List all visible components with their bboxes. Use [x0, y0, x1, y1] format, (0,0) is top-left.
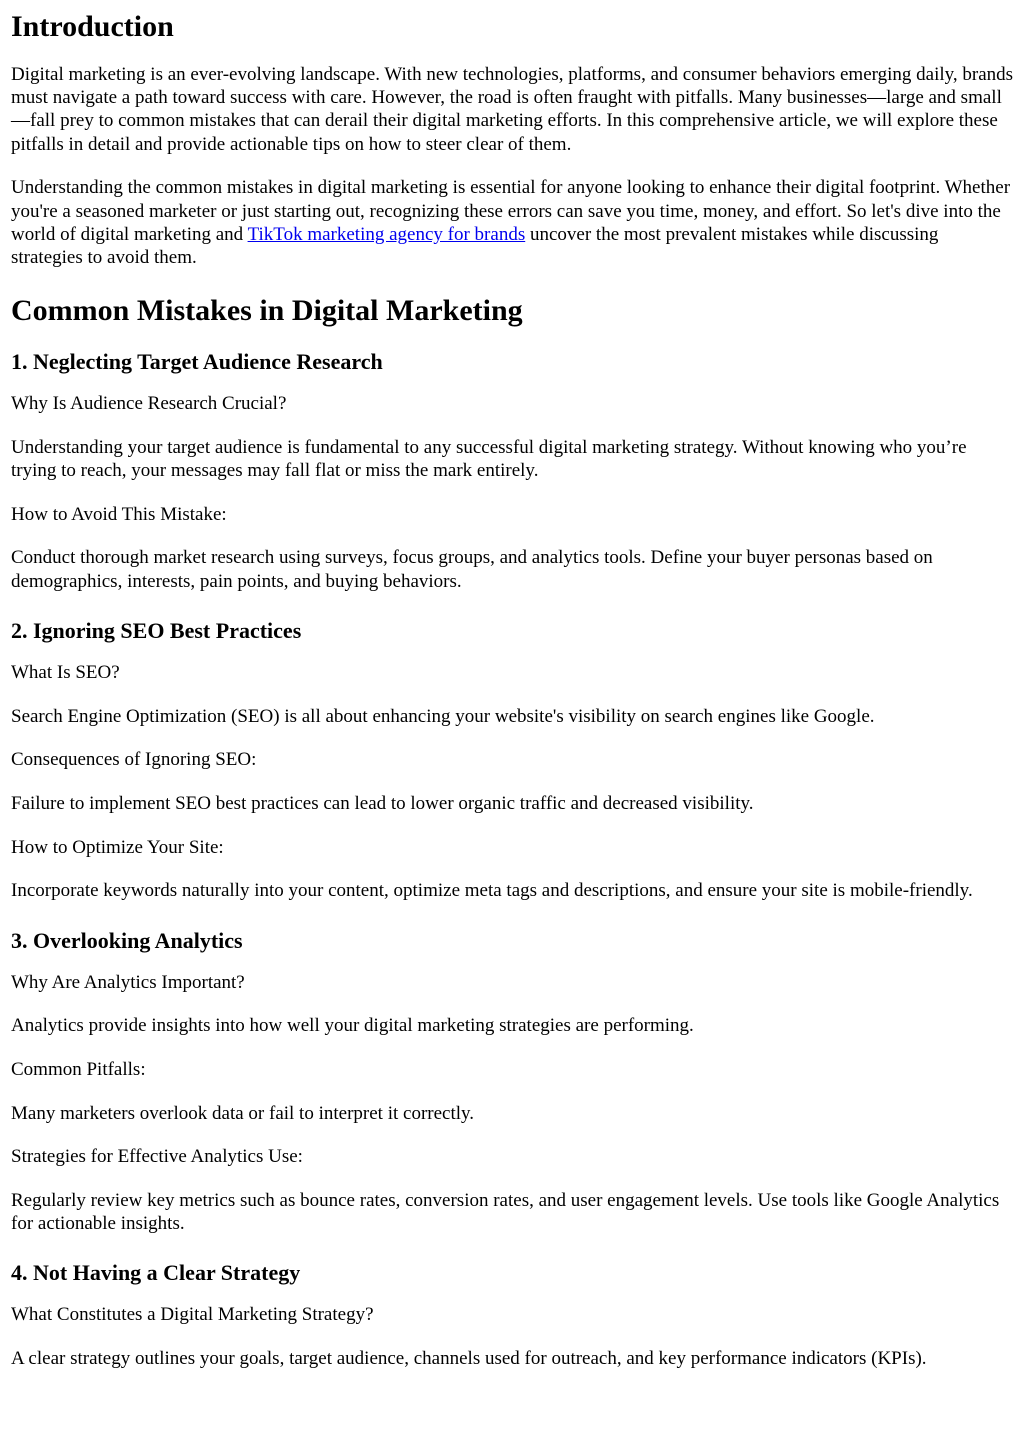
- subheading: How to Optimize Your Site:: [11, 836, 224, 858]
- article: [0, 9, 1024, 1370]
- body-paragraph: Failure to implement SEO best practices can lead to lower organic traffic and decreased visibility.: [11, 792, 754, 814]
- body-paragraph: Analytics provide insights into how well your digital marketing strategies are performing.: [11, 1015, 694, 1037]
- tiktok-agency-link[interactable]: TikTok marketing agency for brands: [247, 223, 526, 245]
- intro-heading: Introduction: [11, 10, 174, 43]
- section-title: 3. Overlooking Analytics: [11, 927, 243, 953]
- subheading: How to Avoid This Mistake:: [11, 503, 227, 525]
- mistakes-heading: Common Mistakes in Digital Marketing: [11, 294, 523, 328]
- subheading: Consequences of Ignoring SEO:: [11, 749, 257, 771]
- intro-text-before-link: Understanding the common mistakes in digital marketing is essential for anyone looking to enhance their digital footprint. Whether you're a seasoned marketer or just starting out, recognizing these errors can save you time, money, and effort. So let's dive into the world of digital marketing and: [11, 177, 1011, 245]
- body-paragraph: Understanding your target audience is fundamental to any successful digital marketing strategy. Without knowing who you’re trying to reach, your messages may fall flat or miss the mark entirely.: [11, 436, 967, 482]
- subheading: Strategies for Effective Analytics Use:: [11, 1146, 303, 1168]
- body-paragraph: Conduct thorough market research using surveys, focus groups, and analytics tools. Define your buyer personas based on demographics, interests, pain points, and buying behaviors.: [11, 547, 933, 592]
- subheading: Why Are Analytics Important?: [11, 971, 245, 993]
- subheading: What Is SEO?: [11, 661, 120, 683]
- subheading: Common Pitfalls:: [11, 1058, 146, 1080]
- section-title: 1. Neglecting Target Audience Research: [11, 349, 383, 375]
- intro-paragraph-with-link: [11, 176, 1014, 269]
- section-title: 4. Not Having a Clear Strategy: [11, 1260, 301, 1286]
- body-paragraph: Search Engine Optimization (SEO) is all about enhancing your website's visibility on search engines like Google.: [11, 705, 875, 727]
- intro-text-after-link: uncover the most prevalent mistakes while discussing strategies to avoid them.: [11, 223, 939, 268]
- intro-paragraph: Digital marketing is an ever-evolving landscape. With new technologies, platforms, and consumer behaviors emerging daily, brands must navigate a path toward success with care. However, the road is often fraught with pitfalls. Many businesses—large and small—fall prey to common mistakes that can derail their digital marketing efforts. In this comprehensive article, we will explore these pitfalls in detail and provide actionable tips on how to steer clear of them.: [11, 64, 1014, 155]
- body-paragraph: Many marketers overlook data or fail to interpret it correctly.: [11, 1102, 475, 1124]
- body-paragraph: Incorporate keywords naturally into your content, optimize meta tags and descriptions, and ensure your site is mobile-friendly.: [11, 880, 973, 902]
- body-paragraph: Regularly review key metrics such as bounce rates, conversion rates, and user engagement levels. Use tools like Google Analytics for actionable insights.: [11, 1190, 1000, 1235]
- body-paragraph: A clear strategy outlines your goals, target audience, channels used for outreach, and key performance indicators (KPIs).: [11, 1348, 927, 1370]
- section-title: 2. Ignoring SEO Best Practices: [11, 617, 302, 643]
- subheading: What Constitutes a Digital Marketing Strategy?: [11, 1304, 374, 1326]
- subheading: Why Is Audience Research Crucial?: [11, 393, 287, 415]
